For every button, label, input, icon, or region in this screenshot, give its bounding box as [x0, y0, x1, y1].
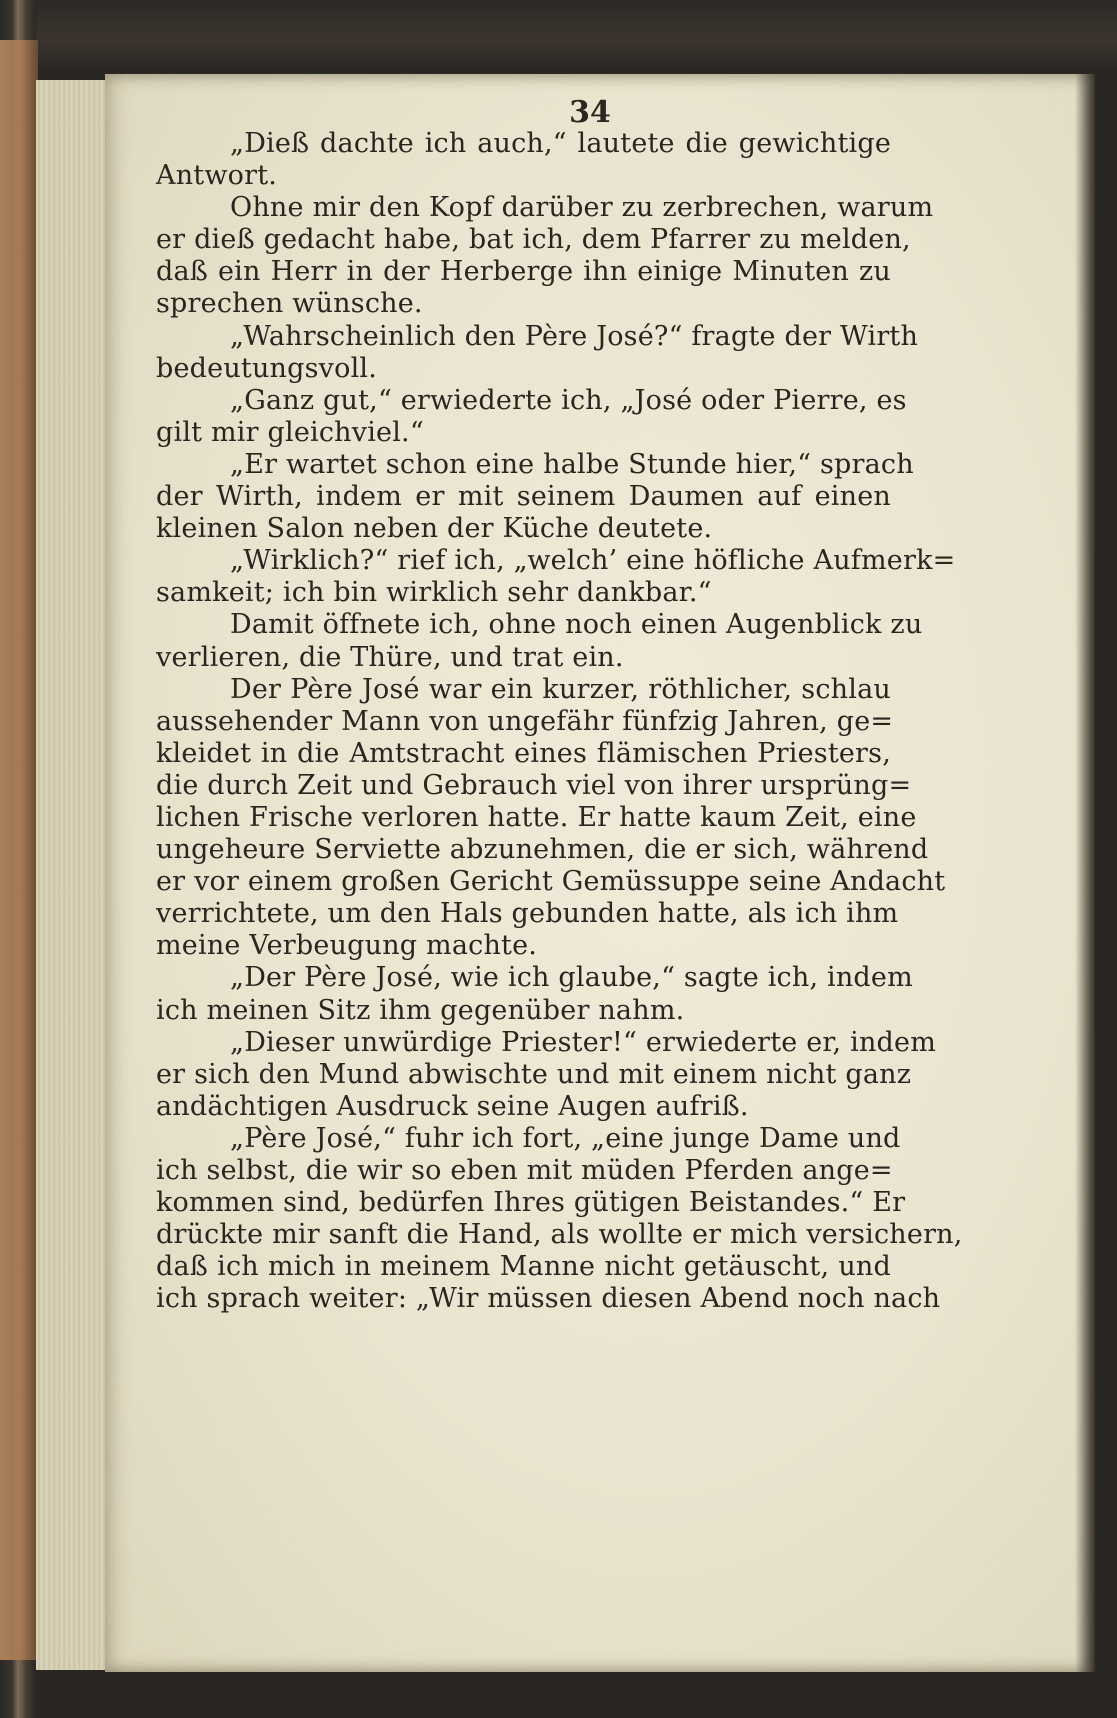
text-line: er dieß gedacht habe, bat ich, dem Pfarrer zu melden, [156, 224, 911, 256]
text-line: kleidet in die Amtstracht eines flämischen Priesters, [156, 737, 891, 769]
text-line: Antwort. [156, 160, 278, 192]
text-line: ungeheure Serviette abzunehmen, die er sich, während [156, 834, 929, 866]
text-line: aussehender Mann von ungefähr fünfzig Jahren, ge= [156, 705, 894, 737]
text-line: kommen sind, bedürfen Ihres gütigen Beistandes.“ Er [156, 1187, 906, 1219]
book-cover-edge [0, 40, 38, 1660]
text-line: ich meinen Sitz ihm gegenüber nahm. [156, 994, 685, 1026]
body-text [156, 128, 963, 1315]
text-line: meine Verbeugung machte. [156, 930, 538, 962]
text-line: „Wahrscheinlich den Père José?“ fragte der Wirth [230, 320, 919, 352]
text-line: drückte mir sanft die Hand, als wollte er mich versichern, [156, 1219, 963, 1251]
text-line: samkeit; ich bin wirklich sehr dankbar.“ [156, 577, 712, 609]
text-line: bedeutungsvoll. [156, 352, 378, 384]
page-number: 34 [569, 95, 611, 130]
text-line: kleinen Salon neben der Küche deutete. [156, 513, 713, 545]
text-line: „Wirklich?“ rief ich, „welch’ eine höfliche Aufmerk= [230, 545, 956, 577]
text-line: gilt mir gleichviel.“ [156, 416, 424, 448]
text-line: verrichtete, um den Hals gebunden hatte, als ich ihm [156, 898, 899, 930]
gutter-shadow [1075, 74, 1095, 1672]
text-line: sprechen wünsche. [156, 288, 423, 320]
text-line: verlieren, die Thüre, und trat ein. [156, 641, 624, 673]
text-line: ich sprach weiter: „Wir müssen diesen Abend noch nach [156, 1283, 941, 1315]
text-line: daß ich mich in meinem Manne nicht getäuscht, und [156, 1251, 891, 1283]
text-line: die durch Zeit und Gebrauch viel von ihrer ursprüng= [156, 769, 912, 801]
text-line: Der Père José war ein kurzer, röthlicher, schlau [230, 673, 891, 705]
text-line: Damit öffnete ich, ohne noch einen Augenblick zu [230, 609, 923, 641]
text-line: „Ganz gut,“ erwiederte ich, „José oder Pierre, es [230, 384, 907, 416]
text-line: „Er wartet schon eine halbe Stunde hier,“ sprach [230, 448, 914, 480]
text-line: lichen Frische verloren hatte. Er hatte kaum Zeit, eine [156, 801, 917, 833]
text-line: Ohne mir den Kopf darüber zu zerbrechen, warum [230, 192, 934, 224]
text-line: daß ein Herr in der Herberge ihn einige Minuten zu [156, 256, 891, 288]
text-line: er sich den Mund abwischte und mit einem nicht ganz [156, 1058, 912, 1090]
text-line: er vor einem großen Gericht Gemüssuppe seine Andacht [156, 866, 946, 898]
text-line: der Wirth, indem er mit seinem Daumen auf einen [156, 481, 891, 513]
text-line: „Dieß dachte ich auch,“ lautete die gewichtige [230, 128, 891, 159]
text-line: „Dieser unwürdige Priester!“ erwiederte er, indem [230, 1026, 936, 1058]
text-line: ich selbst, die wir so eben mit müden Pferden ange= [156, 1155, 893, 1186]
text-line: „Père José,“ fuhr ich fort, „eine junge Dame und [230, 1122, 901, 1154]
text-line: andächtigen Ausdruck seine Augen aufriß. [156, 1090, 749, 1122]
text-line: „Der Père José, wie ich glaube,“ sagte ich, indem [230, 962, 913, 994]
